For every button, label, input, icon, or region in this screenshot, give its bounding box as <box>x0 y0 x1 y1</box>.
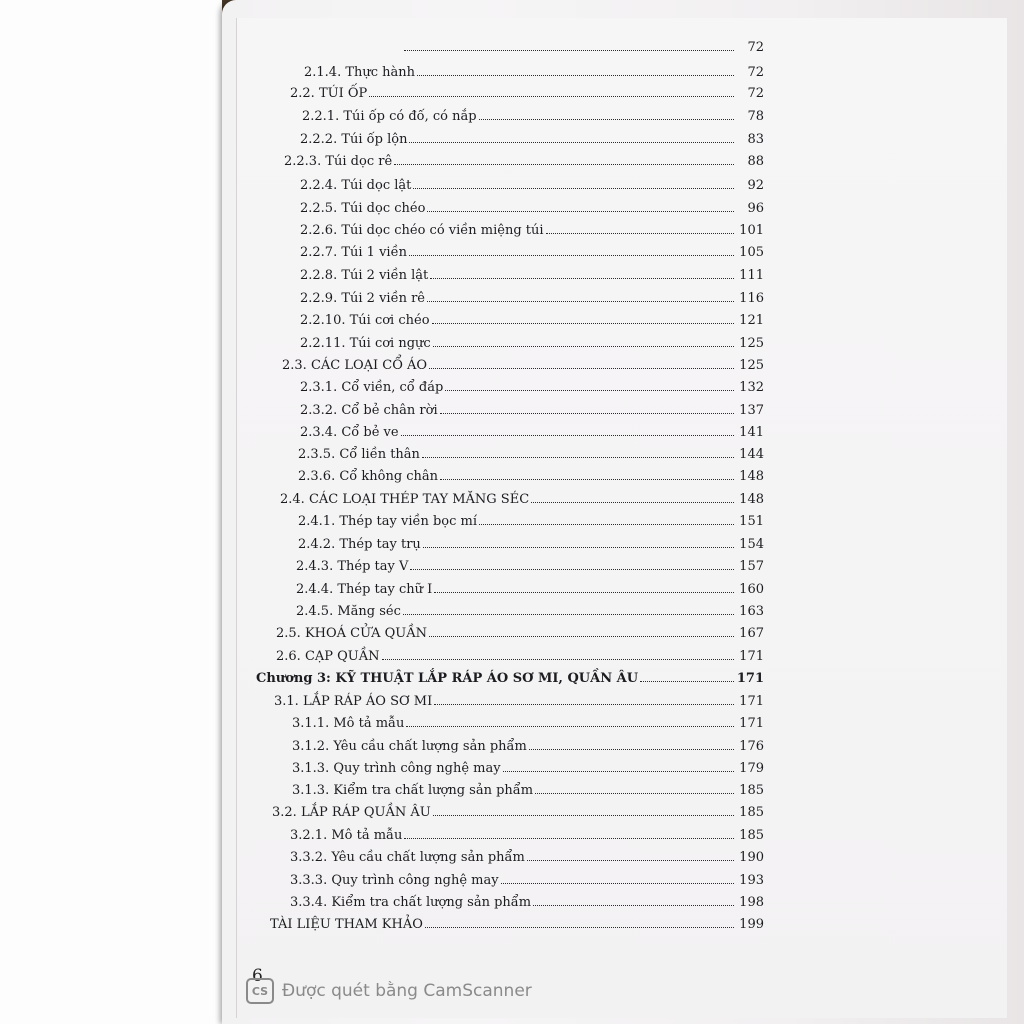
toc-row <box>276 618 764 640</box>
toc-row <box>300 417 764 439</box>
toc-page: 148 <box>739 469 764 484</box>
toc-page: 92 <box>747 178 764 193</box>
toc-label: 2.2.2. Túi ốp lộn <box>300 132 408 147</box>
toc-leader <box>409 255 734 256</box>
toc-row <box>284 146 764 168</box>
toc-label: 2.3.6. Cổ không chân <box>298 469 439 484</box>
toc-page: 78 <box>747 109 764 124</box>
toc-page: 171 <box>736 671 764 686</box>
toc-row <box>300 372 764 394</box>
toc-row <box>296 551 764 573</box>
toc-label: 3.1.3. Kiểm tra chất lượng sản phẩm <box>292 783 534 798</box>
toc-leader <box>369 96 734 97</box>
toc-row <box>270 909 764 931</box>
toc-leader <box>427 211 734 212</box>
toc-row <box>298 439 764 461</box>
toc-page: 157 <box>739 559 764 574</box>
toc-row <box>290 842 764 864</box>
toc-row <box>292 753 764 775</box>
toc-label: 2.3.4. Cổ bẻ ve <box>300 425 399 440</box>
toc-row <box>300 395 764 417</box>
toc-page: 163 <box>739 604 764 619</box>
toc-label: 2.2.6. Túi dọc chéo có viền miệng túi <box>300 223 544 238</box>
toc-row <box>296 596 764 618</box>
toc-leader <box>401 435 734 436</box>
toc-row <box>276 641 764 663</box>
toc-row-chapter <box>256 663 764 685</box>
toc-label: 2.4. CÁC LOẠI THÉP TAY MĂNG SÉC <box>280 492 530 507</box>
toc-leader <box>433 815 734 816</box>
toc-row <box>298 506 764 528</box>
toc-leader <box>527 860 734 861</box>
toc-leader <box>404 50 734 51</box>
toc-leader <box>382 659 734 660</box>
toc-leader <box>417 75 734 76</box>
toc-leader <box>422 457 734 458</box>
toc-label: 2.3.2. Cổ bẻ chân rời <box>300 403 438 418</box>
toc-page: 121 <box>739 313 764 328</box>
toc-page: 116 <box>739 291 764 306</box>
toc-leader <box>432 323 734 324</box>
toc-leader <box>479 119 734 120</box>
toc-leader <box>433 346 734 347</box>
toc-page: 72 <box>747 86 764 101</box>
toc-page: 125 <box>739 336 764 351</box>
toc-label: 3.3.2. Yêu cầu chất lượng sản phẩm <box>290 850 525 865</box>
toc-leader <box>425 927 734 928</box>
toc-page: 88 <box>747 154 764 169</box>
toc-label: 3.3.3. Quy trình công nghệ may <box>290 873 499 888</box>
toc-leader <box>410 569 734 570</box>
toc-leader <box>440 479 734 480</box>
toc-page: 137 <box>739 403 764 418</box>
toc-label: 3.2. LẮP RÁP QUẦN ÂU <box>272 805 431 820</box>
toc-row <box>300 283 764 305</box>
toc-page: 199 <box>739 917 764 932</box>
toc-page: 185 <box>739 828 764 843</box>
toc-leader <box>440 413 734 414</box>
toc-label: 2.4.2. Thép tay trụ <box>298 537 421 552</box>
toc-label: 2.3.1. Cổ viền, cổ đáp <box>300 380 444 395</box>
watermark-text: Được quét bằng CamScanner <box>282 981 532 1001</box>
toc-label: TÀI LIỆU THAM KHẢO <box>270 917 423 932</box>
toc-leader <box>533 905 734 906</box>
page-number: 6 <box>252 966 263 986</box>
toc-label: Chương 3: KỸ THUẬT LẮP RÁP ÁO SƠ MI, QUẦN ÂU <box>256 671 639 686</box>
toc-row <box>300 305 764 327</box>
toc-leader <box>427 301 734 302</box>
toc-page: 105 <box>739 245 764 260</box>
toc-leader <box>445 390 734 391</box>
toc-leader <box>503 771 734 772</box>
toc-leader <box>479 524 734 525</box>
toc-leader <box>423 547 734 548</box>
toc-row <box>290 78 764 100</box>
toc-label: 2.2. TÚI ỐP <box>290 86 368 101</box>
toc-leader <box>434 704 734 705</box>
toc-label: 3.1. LẮP RÁP ÁO SƠ MI <box>274 694 433 709</box>
toc-page: 141 <box>739 425 764 440</box>
toc-page: 72 <box>747 40 764 55</box>
toc-label: 3.1.2. Yêu cầu chất lượng sản phẩm <box>292 739 527 754</box>
toc-label: 2.3. CÁC LOẠI CỔ ÁO <box>282 358 428 373</box>
toc-row <box>274 686 764 708</box>
toc-page: 198 <box>739 895 764 910</box>
toc-label: 2.5. KHOÁ CỬA QUẦN <box>276 626 427 641</box>
toc-label: 2.2.9. Túi 2 viền rê <box>300 291 425 306</box>
toc-leader <box>531 502 734 503</box>
toc-page: 160 <box>739 582 764 597</box>
toc-label: 2.4.4. Thép tay chữ I <box>296 582 433 597</box>
toc-page: 83 <box>747 132 764 147</box>
toc-row <box>292 708 764 730</box>
toc-row <box>300 193 764 215</box>
toc-label: 3.1.3. Quy trình công nghệ may <box>292 761 501 776</box>
camscanner-watermark <box>246 978 532 1004</box>
toc-page: 193 <box>739 873 764 888</box>
toc-leader <box>429 368 734 369</box>
toc-label: 2.6. CẠP QUẦN <box>276 649 380 664</box>
toc-leader <box>429 636 734 637</box>
toc-page: 190 <box>739 850 764 865</box>
toc-page: 125 <box>739 358 764 373</box>
toc-leader <box>430 278 734 279</box>
toc-row <box>296 574 764 596</box>
toc-leader <box>406 726 734 727</box>
toc-row <box>290 865 764 887</box>
toc-row <box>298 461 764 483</box>
toc-label: 2.3.5. Cổ liền thân <box>298 447 420 462</box>
table-of-contents <box>256 0 772 1024</box>
toc-label: 2.1.4. Thực hành <box>304 65 416 80</box>
toc-row <box>292 775 764 797</box>
toc-row <box>282 350 764 372</box>
toc-row <box>300 237 764 259</box>
toc-page: 185 <box>739 805 764 820</box>
toc-leader <box>501 883 734 884</box>
toc-label: 2.2.8. Túi 2 viền lật <box>300 268 429 283</box>
toc-page: 154 <box>739 537 764 552</box>
toc-label: 3.2.1. Mô tả mẫu <box>290 828 403 843</box>
toc-row <box>298 529 764 551</box>
toc-row <box>300 215 764 237</box>
toc-page: 176 <box>739 739 764 754</box>
toc-label: 2.2.5. Túi dọc chéo <box>300 201 426 216</box>
toc-row <box>304 57 764 79</box>
toc-row <box>280 484 764 506</box>
toc-leader <box>413 188 734 189</box>
toc-label: 2.4.1. Thép tay viền bọc mí <box>298 514 478 529</box>
toc-page: 151 <box>739 514 764 529</box>
toc-page: 96 <box>747 201 764 216</box>
toc-label: 2.2.4. Túi dọc lật <box>300 178 412 193</box>
toc-leader <box>546 233 734 234</box>
toc-label: 2.2.3. Túi dọc rê <box>284 154 393 169</box>
background-left <box>0 0 222 1024</box>
toc-page: 132 <box>739 380 764 395</box>
toc-label: 2.2.1. Túi ốp có đố, có nắp <box>302 109 477 124</box>
toc-page: 185 <box>739 783 764 798</box>
toc-row <box>292 731 764 753</box>
toc-leader <box>394 164 734 165</box>
toc-page: 148 <box>739 492 764 507</box>
toc-leader <box>404 838 734 839</box>
toc-row <box>402 32 764 54</box>
toc-label: 2.4.3. Thép tay V <box>296 559 409 574</box>
toc-row <box>272 797 764 819</box>
toc-label: 2.2.7. Túi 1 viền <box>300 245 407 260</box>
toc-page: 144 <box>739 447 764 462</box>
toc-row <box>300 124 764 146</box>
toc-label: 2.2.11. Túi cơi ngực <box>300 336 431 351</box>
toc-page: 179 <box>739 761 764 776</box>
toc-page: 167 <box>739 626 764 641</box>
toc-leader <box>640 681 734 682</box>
toc-leader <box>535 793 734 794</box>
toc-label: 2.4.5. Măng séc <box>296 604 401 619</box>
toc-row <box>290 887 764 909</box>
toc-label: 2.2.10. Túi cơi chéo <box>300 313 430 328</box>
toc-label: 3.3.4. Kiểm tra chất lượng sản phẩm <box>290 895 532 910</box>
camscanner-logo-icon: CS <box>246 978 274 1004</box>
toc-leader <box>409 142 734 143</box>
toc-row <box>302 101 764 123</box>
toc-page: 171 <box>739 649 764 664</box>
toc-page: 72 <box>747 65 764 80</box>
toc-row <box>300 328 764 350</box>
toc-row <box>300 170 764 192</box>
toc-page: 171 <box>739 694 764 709</box>
toc-label: 3.1.1. Mô tả mẫu <box>292 716 405 731</box>
toc-page: 111 <box>739 268 764 283</box>
toc-leader <box>434 592 734 593</box>
toc-row <box>290 820 764 842</box>
toc-row <box>300 260 764 282</box>
toc-leader <box>529 749 734 750</box>
toc-leader <box>403 614 734 615</box>
toc-page: 101 <box>739 223 764 238</box>
toc-page: 171 <box>739 716 764 731</box>
